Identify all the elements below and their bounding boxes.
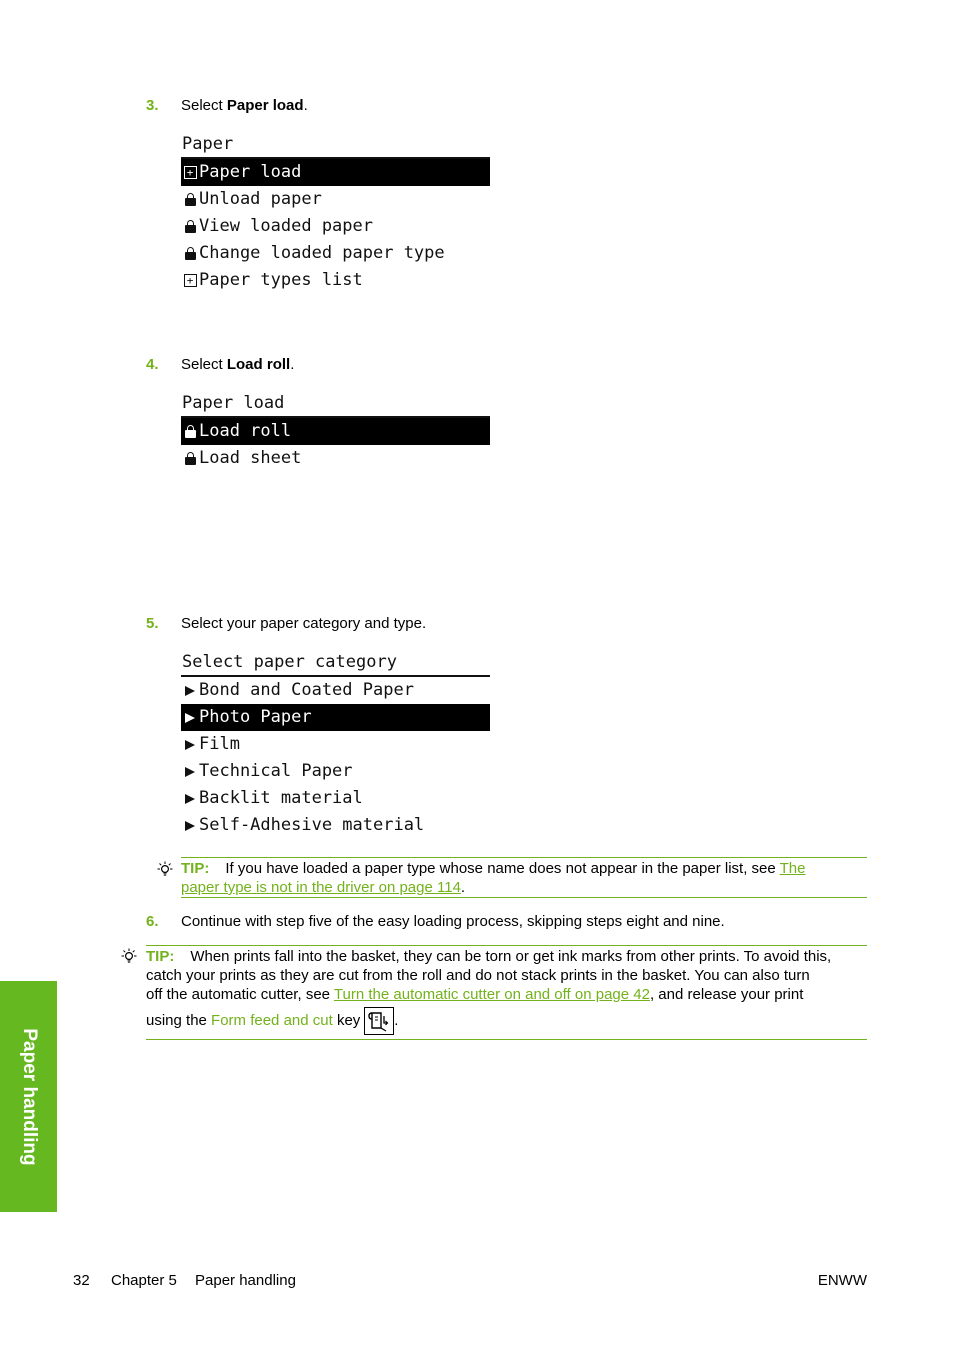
tip-paper-type-not-listed — [181, 857, 867, 898]
link-automatic-cutter[interactable]: Turn the automatic cutter on and off on page 42 — [333, 986, 650, 1003]
lcd-paper-category-menu — [181, 649, 490, 839]
lcd-menu-item-label: View loaded paper — [199, 216, 373, 236]
lcd-menu-item[interactable] — [181, 445, 490, 472]
step-3-number: 3. — [146, 97, 159, 114]
footer-enww: ENWW — [817, 1272, 867, 1289]
lcd-menu-item-label: Photo Paper — [199, 707, 312, 727]
arrow-right-icon — [181, 713, 199, 723]
step-5-number: 5. — [146, 615, 159, 632]
step-4-prefix: Select — [181, 356, 227, 373]
step-5-text: Select your paper category and type. — [181, 615, 427, 632]
tip-line-1: When prints fall into the basket, they can be torn or get ink marks from other prints. To avoid this, — [190, 948, 832, 965]
lcd-paper-load-menu — [181, 390, 490, 472]
tip-line-3-pre: off the automatic cutter, see — [146, 986, 334, 1003]
arrow-right-icon — [181, 686, 199, 696]
lcd-menu-item[interactable] — [181, 731, 490, 758]
lcd-menu-item[interactable] — [181, 186, 490, 213]
step-6-text: Continue with step five of the easy loading process, skipping steps eight and nine. — [181, 913, 725, 930]
form-feed-and-cut-label: Form feed and cut — [211, 1011, 333, 1029]
lcd-menu-item[interactable] — [181, 159, 490, 186]
lock-icon — [181, 194, 199, 206]
lcd-menu-item[interactable] — [181, 677, 490, 704]
lock-icon — [181, 426, 199, 438]
lightbulb-icon — [156, 861, 174, 879]
lcd-menu-item[interactable] — [181, 418, 490, 445]
lcd-menu-item[interactable] — [181, 812, 490, 839]
tip-text: If you have loaded a paper type whose name does not appear in the paper list, see — [225, 860, 780, 877]
step-4-bold: Load roll — [226, 356, 291, 373]
step-3-text — [181, 97, 308, 114]
step-3-bold: Paper load — [226, 97, 304, 114]
form-feed-and-cut-key-icon — [364, 1007, 394, 1035]
footer-section: Paper handling — [195, 1272, 296, 1289]
tip-label: TIP: — [181, 860, 210, 877]
tip-line-4-pre: using the — [146, 1011, 212, 1029]
lcd-menu-item-label: Load sheet — [199, 448, 302, 468]
lcd-menu-item[interactable] — [181, 240, 490, 267]
arrow-right-icon — [181, 794, 199, 804]
lcd-menu-item-label: Load roll — [199, 421, 292, 441]
plus-box-icon: + — [181, 166, 199, 179]
lcd-menu-item-label: Self-Adhesive material — [199, 815, 425, 835]
lock-icon — [181, 453, 199, 465]
lcd-menu-item[interactable] — [181, 704, 490, 731]
lcd-menu-item-label: Unload paper — [199, 189, 322, 209]
arrow-right-icon — [181, 740, 199, 750]
lcd-menu-item-label: Bond and Coated Paper — [199, 680, 414, 700]
lock-icon — [181, 248, 199, 260]
lcd-menu-item-label: Film — [199, 734, 240, 754]
tip-line-3-post: , and release your print — [649, 986, 804, 1003]
tip-line-4-end: . — [394, 1011, 399, 1029]
lcd-menu-item-label: Technical Paper — [199, 761, 353, 781]
lcd-menu-item-label: Paper load — [199, 162, 302, 182]
step-6-number: 6. — [146, 913, 159, 930]
step-4-number: 4. — [146, 356, 159, 373]
link-paper-type-not-in-driver[interactable]: The — [779, 860, 806, 877]
lcd-menu-item[interactable] — [181, 785, 490, 812]
lightbulb-icon — [120, 948, 138, 966]
lcd-menu-item-label: Paper types list — [199, 270, 363, 290]
footer-page-number: 32 — [73, 1272, 90, 1289]
lcd-title: Paper load — [181, 390, 490, 418]
tip-line-2: catch your prints as they are cut from the roll and do not stack prints in the basket. You can also turn — [146, 967, 810, 984]
step-4-text — [181, 356, 294, 373]
lcd-paper-menu — [181, 131, 490, 294]
step-4-suffix: . — [290, 356, 295, 373]
step-3-prefix: Select — [181, 97, 227, 114]
arrow-right-icon — [181, 821, 199, 831]
tip-prints-basket — [146, 945, 867, 1040]
tip-line-4-post: key — [332, 1011, 361, 1029]
lcd-menu-item[interactable] — [181, 758, 490, 785]
footer-chapter: Chapter 5 — [111, 1272, 177, 1289]
lcd-menu-item[interactable] — [181, 213, 490, 240]
tip-label: TIP: — [146, 948, 175, 965]
plus-box-icon: + — [181, 274, 199, 287]
lock-icon — [181, 221, 199, 233]
link-paper-type-not-in-driver-cont[interactable]: paper type is not in the driver on page 114 — [181, 879, 461, 896]
lcd-menu-item[interactable] — [181, 267, 490, 294]
lcd-menu-item-label: Backlit material — [199, 788, 363, 808]
lcd-title: Paper — [181, 131, 490, 159]
side-tab-paper-handling — [0, 981, 57, 1212]
arrow-right-icon — [181, 767, 199, 777]
step-3-suffix: . — [303, 97, 308, 114]
tip-end: . — [460, 879, 466, 896]
side-tab-label: Paper handling — [18, 1027, 40, 1166]
lcd-title: Select paper category — [181, 649, 490, 677]
lcd-menu-item-label: Change loaded paper type — [199, 243, 445, 263]
